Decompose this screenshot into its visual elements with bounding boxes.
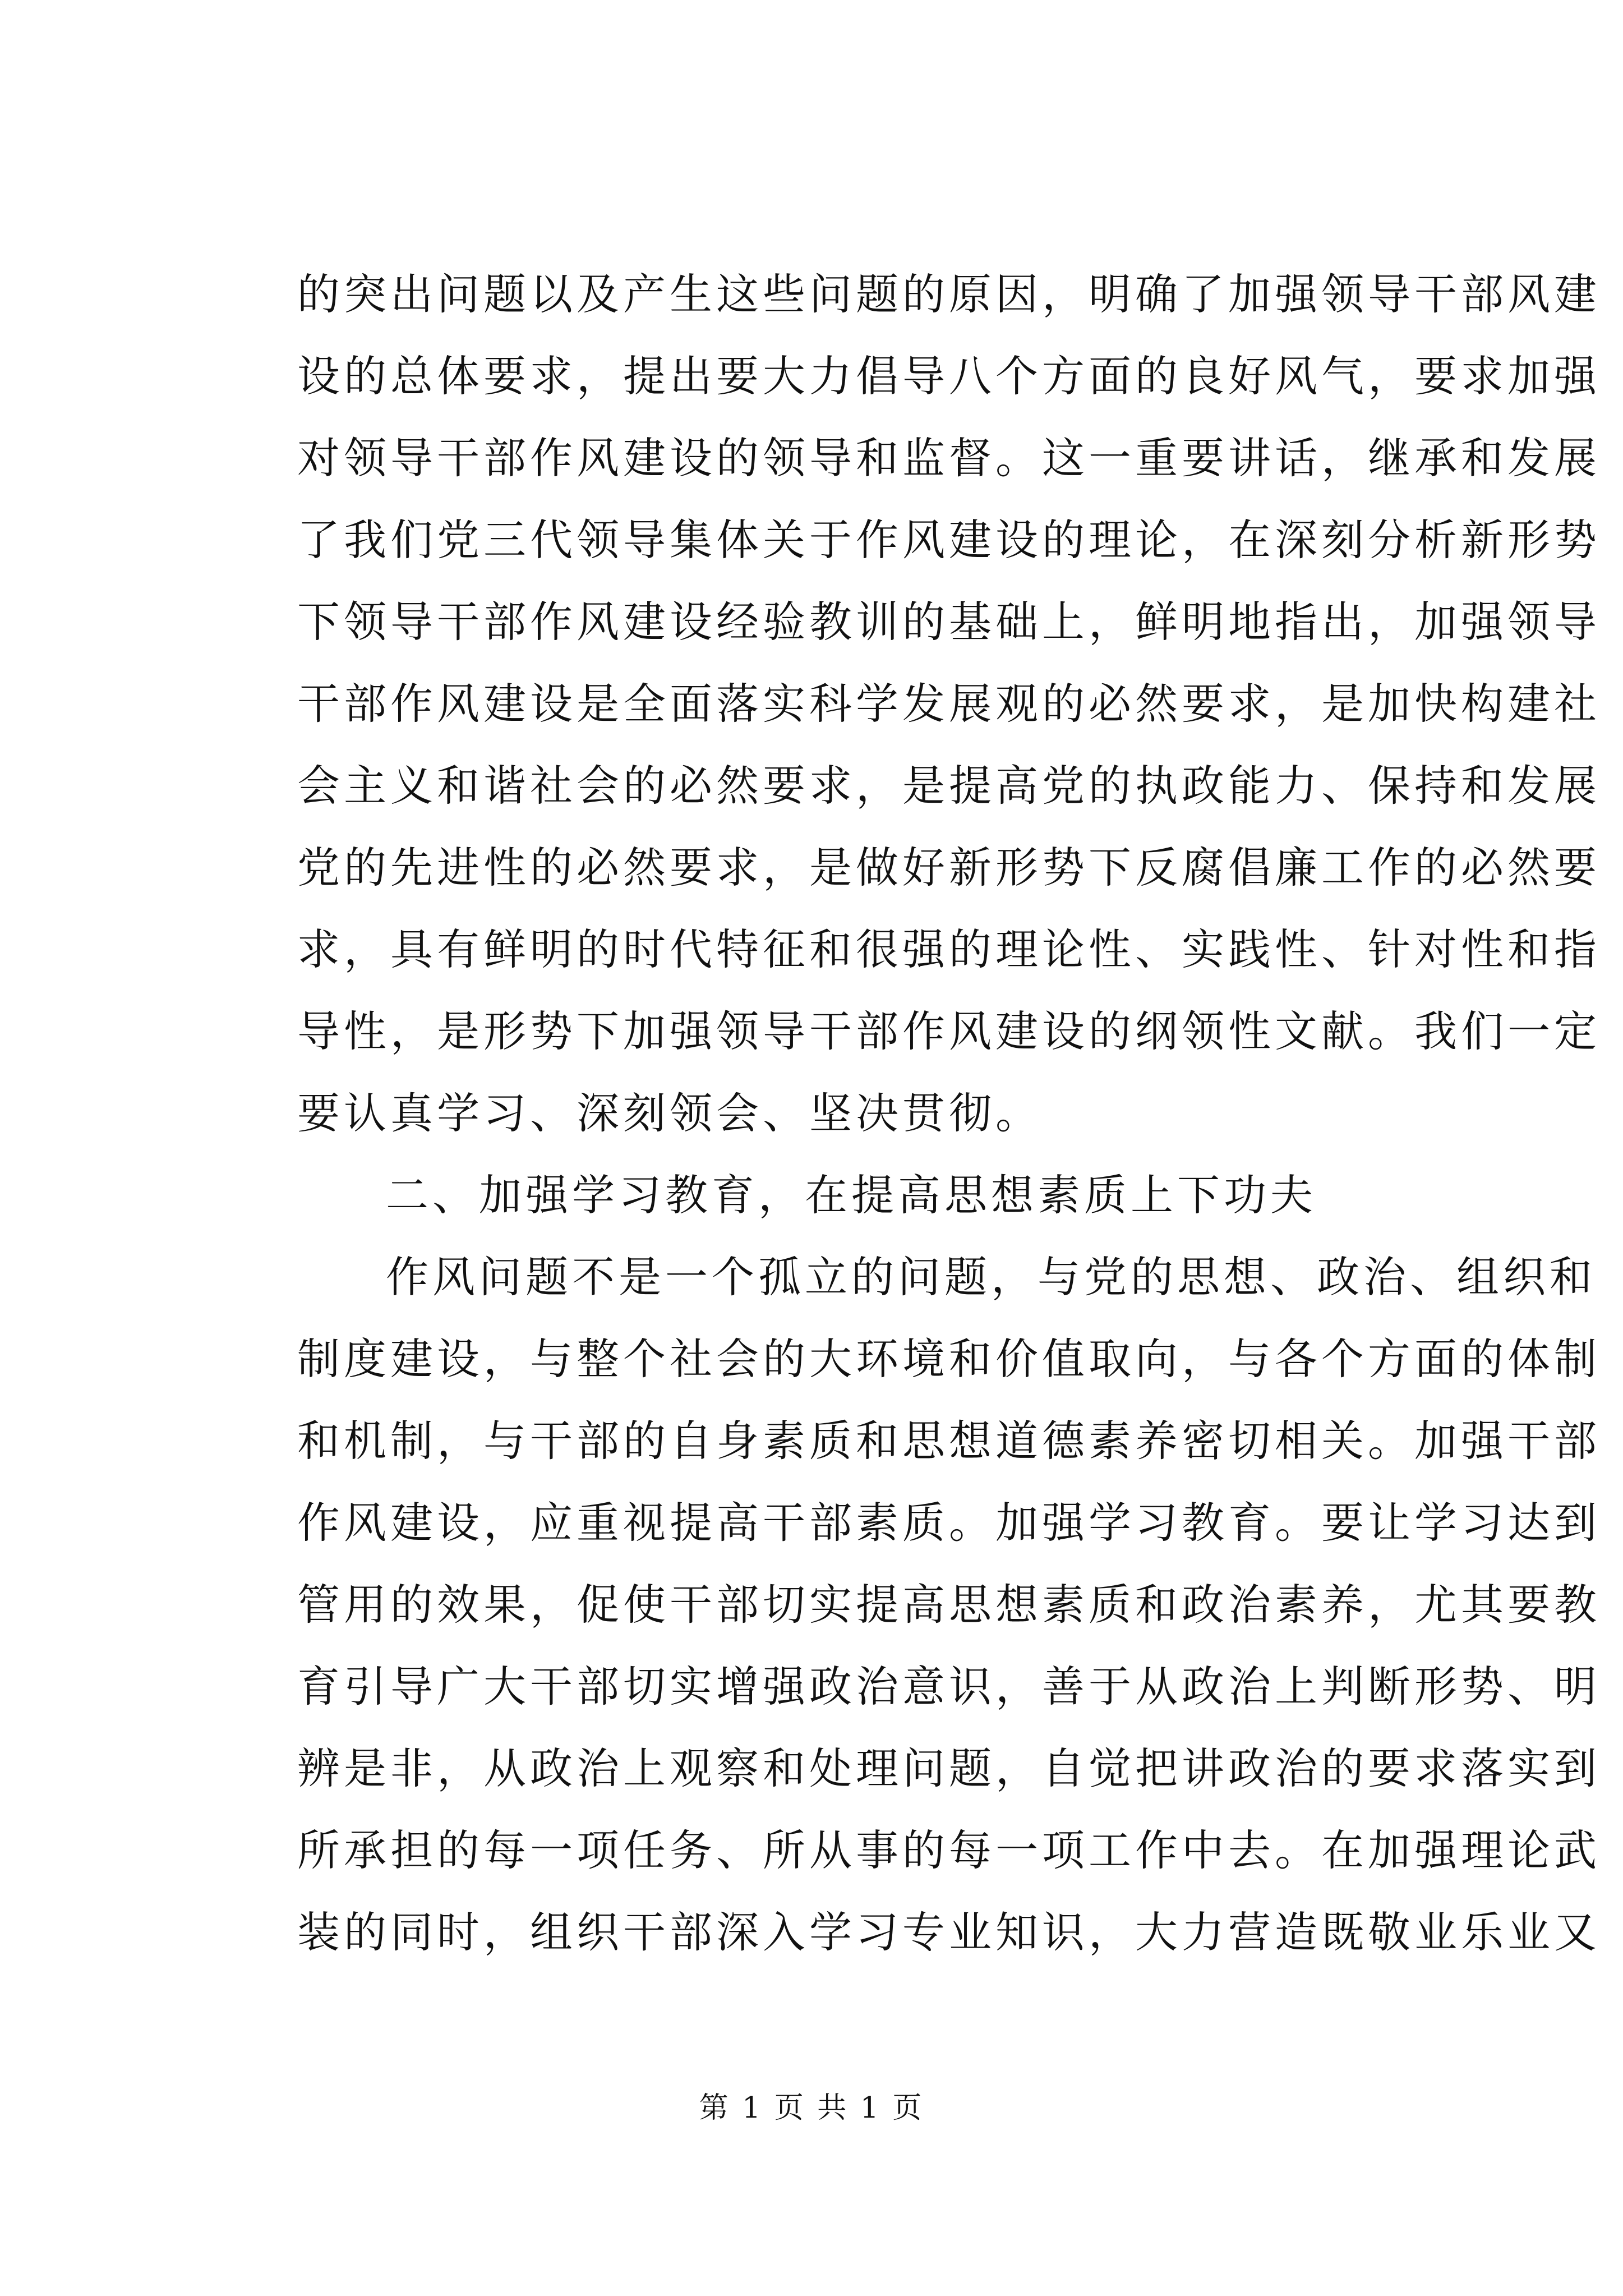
text-line: 了我们党三代领导集体关于作风建设的理论，在深刻分析新形势	[297, 515, 1601, 565]
document-body	[297, 254, 1601, 1973]
text-line: 下领导干部作风建设经验教训的基础上，鲜明地指出，加强领导	[297, 597, 1601, 647]
text-line: 会主义和谐社会的必然要求，是提高党的执政能力、保持和发展	[297, 761, 1601, 811]
text-line: 导性，是形势下加强领导干部作风建设的纲领性文献。我们一定	[297, 1006, 1601, 1056]
text-line: 求，具有鲜明的时代特征和很强的理论性、实践性、针对性和指	[297, 924, 1601, 974]
text-line: 育引导广大干部切实增强政治意识，善于从政治上判断形势、明	[297, 1662, 1601, 1711]
text-line: 干部作风建设是全面落实科学发展观的必然要求，是加快构建社	[297, 679, 1601, 729]
text-line: 所承担的每一项任务、所从事的每一项工作中去。在加强理论武	[297, 1825, 1601, 1875]
section-heading: 二、加强学习教育，在提高思想素质上下功夫	[386, 1170, 1317, 1220]
text-line: 对领导干部作风建设的领导和监督。这一重要讲话，继承和发展	[297, 433, 1601, 483]
text-line: 制度建设，与整个社会的大环境和价值取向，与各个方面的体制	[297, 1334, 1601, 1384]
text-line: 要认真学习、深刻领会、坚决贯彻。	[297, 1088, 1042, 1138]
page-footer: 第 1 页 共 1 页	[699, 2091, 924, 2125]
text-line: 和机制，与干部的自身素质和思想道德素养密切相关。加强干部	[297, 1416, 1601, 1466]
text-line: 作风建设，应重视提高干部素质。加强学习教育。要让学习达到	[297, 1498, 1601, 1548]
text-line: 作风问题不是一个孤立的问题，与党的思想、政治、组织和	[386, 1252, 1596, 1302]
text-line: 装的同时，组织干部深入学习专业知识，大力营造既敬业乐业又	[297, 1907, 1601, 1957]
text-line: 设的总体要求，提出要大力倡导八个方面的良好风气，要求加强	[297, 351, 1601, 401]
text-line: 辨是非，从政治上观察和处理问题，自觉把讲政治的要求落实到	[297, 1743, 1601, 1793]
text-line: 管用的效果，促使干部切实提高思想素质和政治素养，尤其要教	[297, 1580, 1601, 1630]
text-line: 党的先进性的必然要求，是做好新形势下反腐倡廉工作的必然要	[297, 843, 1601, 892]
text-line: 的突出问题以及产生这些问题的原因，明确了加强领导干部风建	[297, 269, 1601, 319]
